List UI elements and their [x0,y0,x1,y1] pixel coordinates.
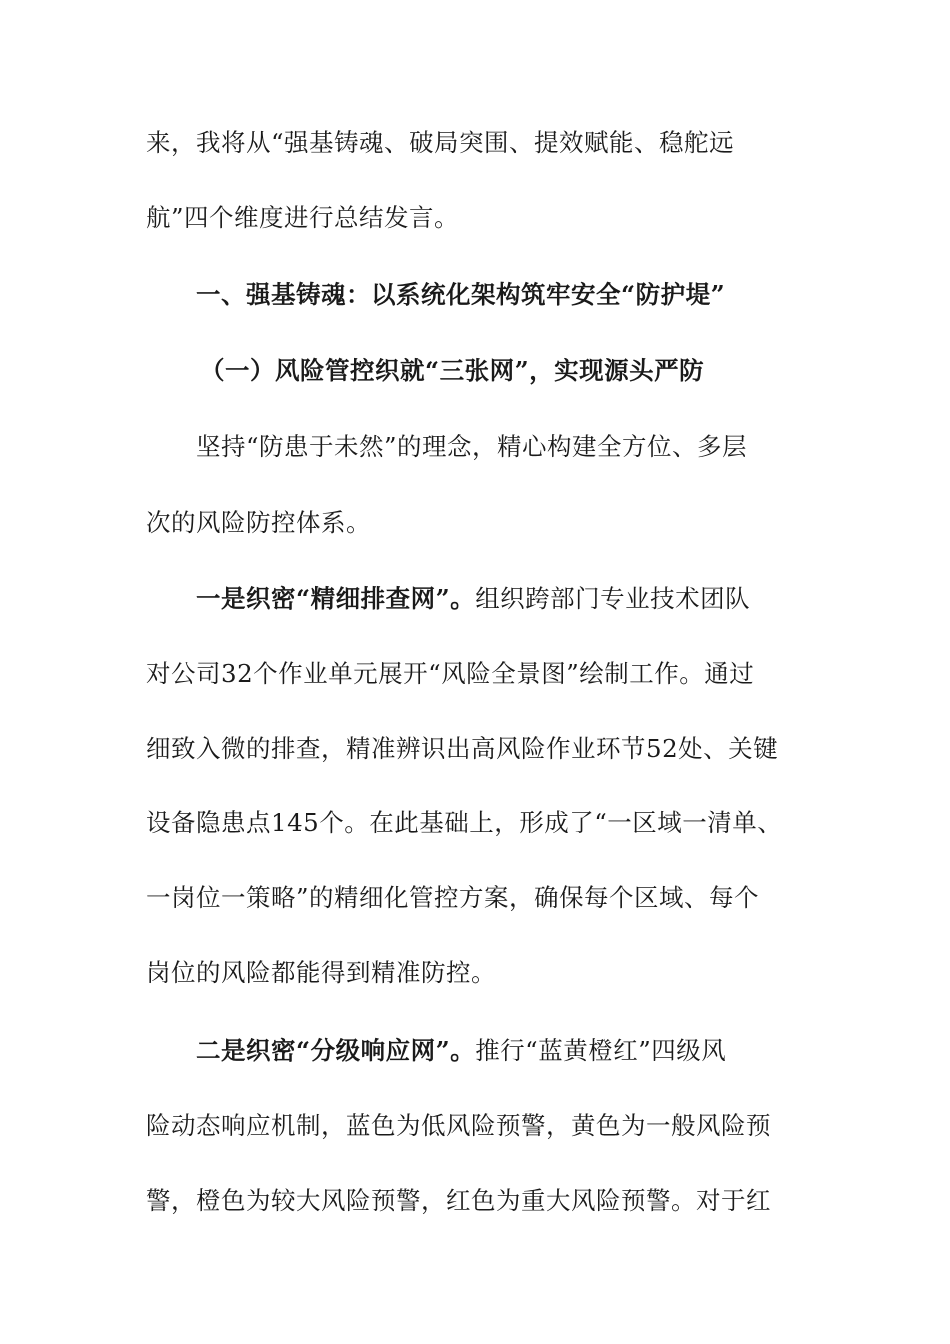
line-text: 推行“蓝黄橙红”四级风 [475,1036,727,1065]
paragraph-line [196,1036,726,1066]
line-text: 来，我将从“强基铸魂、破局突围、提效赋能、稳舵远 [146,128,735,157]
line-text: 警，橙色为较大风险预警，红色为重大风险预警。对于红 [146,1186,771,1215]
line-text: 对公司32个作业单元展开“风险全景图”绘制工作。通过 [146,659,755,688]
paragraph-line [146,1111,771,1141]
paragraph-line [146,958,496,988]
point-title: 一是织密“精细排查网”。 [196,584,476,613]
paragraph-line [146,734,778,764]
paragraph-line [146,1186,771,1216]
paragraph-line [196,432,747,462]
paragraph-line [146,659,754,689]
line-text: 航”四个维度进行总结发言。 [146,203,460,232]
line-text: 组织跨部门专业技术团队 [475,584,751,613]
paragraph-line [146,128,734,158]
section-heading [196,280,725,310]
line-text: 一岗位一策略”的精细化管控方案，确保每个区域、每个 [146,883,760,912]
line-text: 设备隐患点145个。在此基础上，形成了“一区域一清单、 [146,808,783,837]
line-text: 细致入微的排查，精准辨识出高风险作业环节52处、关键 [146,734,779,763]
paragraph-line [146,883,759,913]
paragraph-line [146,808,782,838]
line-text: 险动态响应机制，蓝色为低风险预警，黄色为一般风险预 [146,1111,771,1140]
paragraph-line [146,203,459,233]
point-title: 二是织密“分级响应网”。 [196,1036,476,1065]
heading-text: 一、强基铸魂：以系统化架构筑牢安全“防护堤” [196,280,726,309]
subsection-heading [200,356,704,386]
paragraph-line [196,584,750,614]
paragraph-line [146,508,371,538]
subheading-text: （一）风险管控织就“三张网”，实现源头严防 [200,356,705,385]
line-text: 岗位的风险都能得到精准防控。 [146,958,496,987]
line-text: 次的风险防控体系。 [146,508,371,537]
line-text: 坚持“防患于未然”的理念，精心构建全方位、多层 [196,432,748,461]
